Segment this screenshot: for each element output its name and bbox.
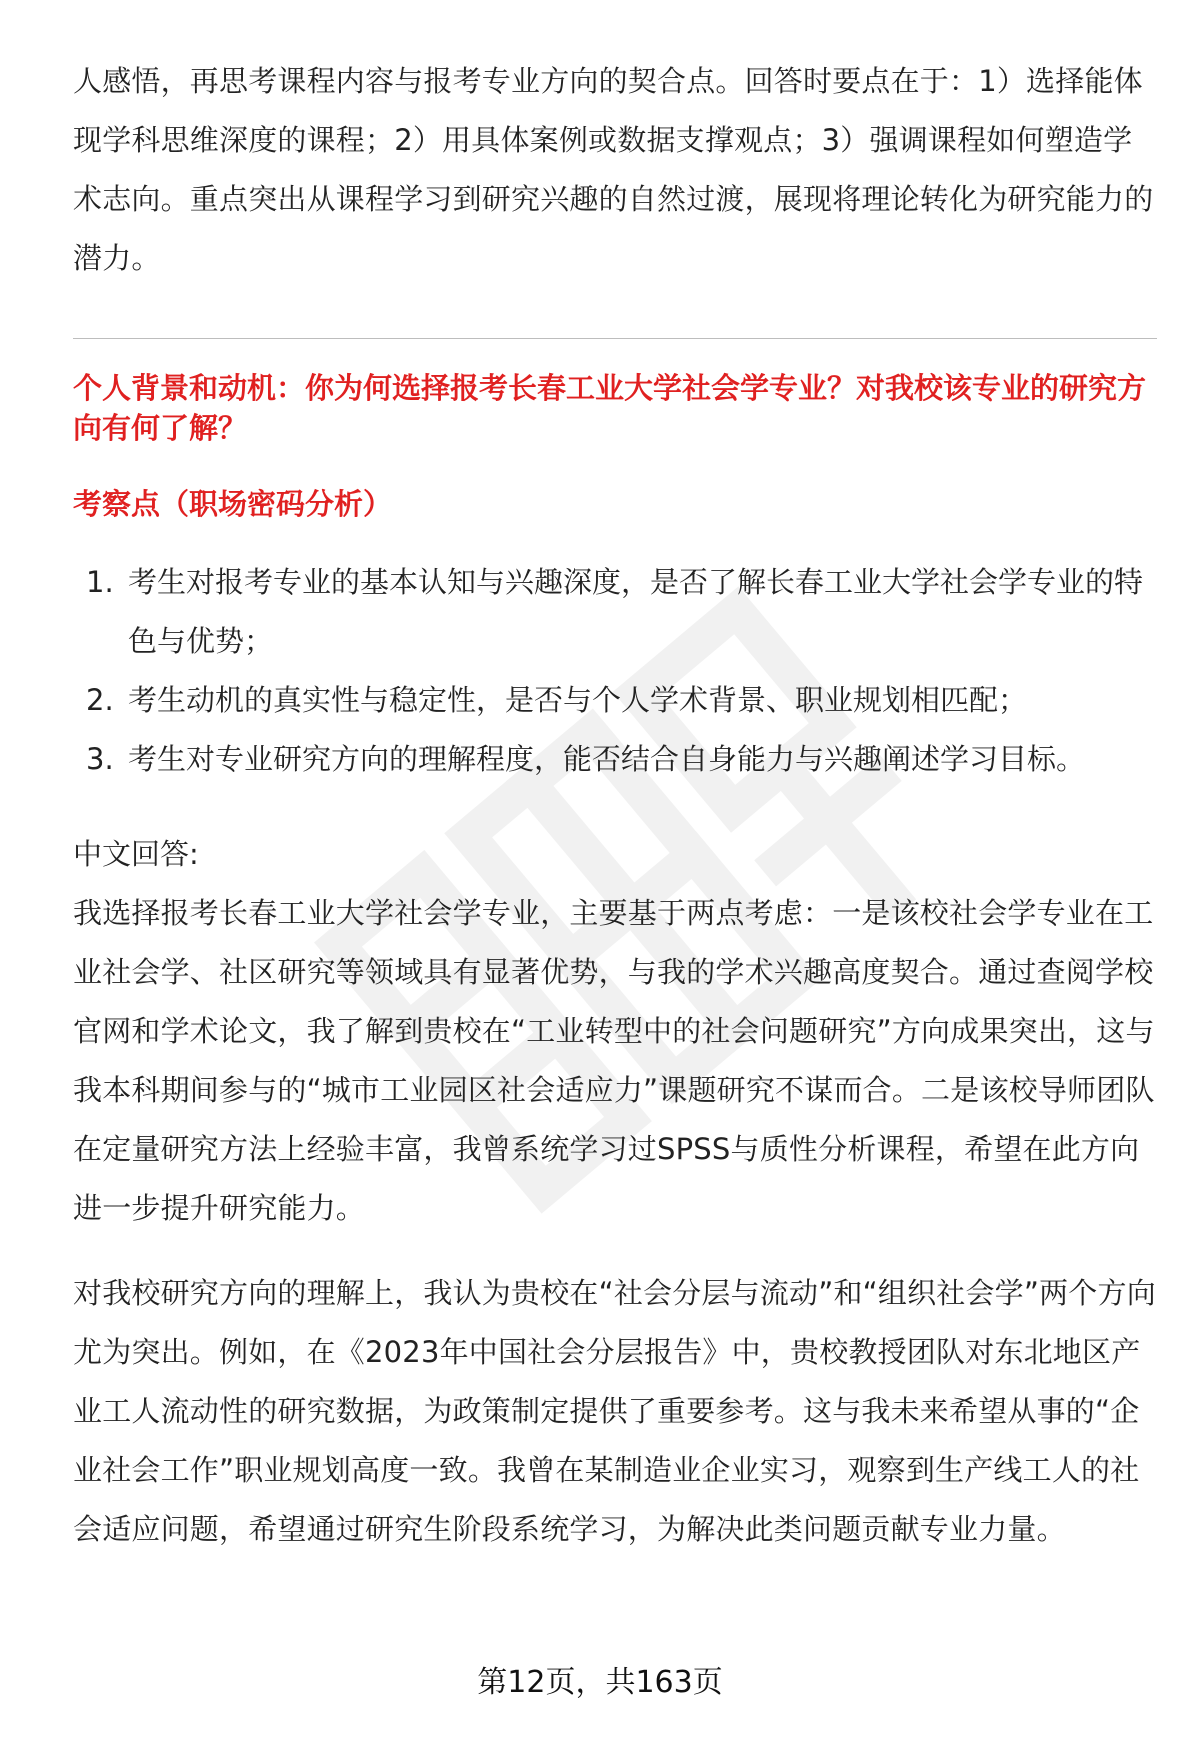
- answer-paragraph-2: 对我校研究方向的理解上，我认为贵校在“社会分层与流动”和“组织社会学”两个方向尤为突出。例如，在《2023年中国社会分层报告》中，贵校教授团队对东北地区产业工人流动性的研究数据，为政策制定提供了重要参考。这与我未来希望从事的“企业社会工作”职业规划高度一致。我曾在某制造业企业实习，观察到生产线工人的社会适应问题，希望通过研究生阶段系统学习，为解决此类问题贡献专业力量。: [73, 1276, 1156, 1546]
- question-title: 个人背景和动机：你为何选择报考长春工业大学社会学专业？对我校该专业的研究方向有何了解？: [73, 371, 1147, 445]
- section-divider: [73, 338, 1157, 339]
- list-item: [73, 671, 1157, 730]
- page-indicator: 第12页，共163页: [477, 1665, 723, 1700]
- intro-paragraph: 人感悟，再思考课程内容与报考专业方向的契合点。回答时要点在于：1）选择能体现学科思维深度的课程；2）用具体案例或数据支撑观点；3）强调课程如何塑造学术志向。重点突出从课程学习到研究兴趣的自然过渡，展现将理论转化为研究能力的潜力。: [73, 64, 1154, 275]
- list-item: [73, 730, 1157, 789]
- assessment-subheading: 考察点（职场密码分析）: [73, 487, 393, 521]
- list-item-number: 3.: [86, 742, 114, 776]
- list-item-number: 1.: [86, 565, 114, 599]
- list-item-text: 考生对专业研究方向的理解程度，能否结合自身能力与兴趣阐述学习目标。: [128, 742, 1086, 776]
- answer-label: 中文回答:: [73, 837, 199, 871]
- list-item-text: 考生动机的真实性与稳定性，是否与个人学术背景、职业规划相匹配；: [128, 683, 1028, 717]
- list-item-text: 考生对报考专业的基本认知与兴趣深度，是否了解长春工业大学社会学专业的特色与优势；: [128, 565, 1144, 658]
- assessment-points-list: [73, 553, 1157, 789]
- answer-paragraph-1: 我选择报考长春工业大学社会学专业，主要基于两点考虑：一是该校社会学专业在工业社会学、社区研究等领域具有显著优势，与我的学术兴趣高度契合。通过查阅学校官网和学术论文，我了解到贵校在“工业转型中的社会问题研究”方向成果突出，这与我本科期间参与的“城市工业园区社会适应力”课题研究不谋而合。二是该校导师团队在定量研究方法上经验丰富，我曾系统学习过SPSS与质性分析课程，希望在此方向进一步提升研究能力。: [73, 896, 1155, 1225]
- list-item: [73, 553, 1157, 671]
- list-item-number: 2.: [86, 683, 114, 717]
